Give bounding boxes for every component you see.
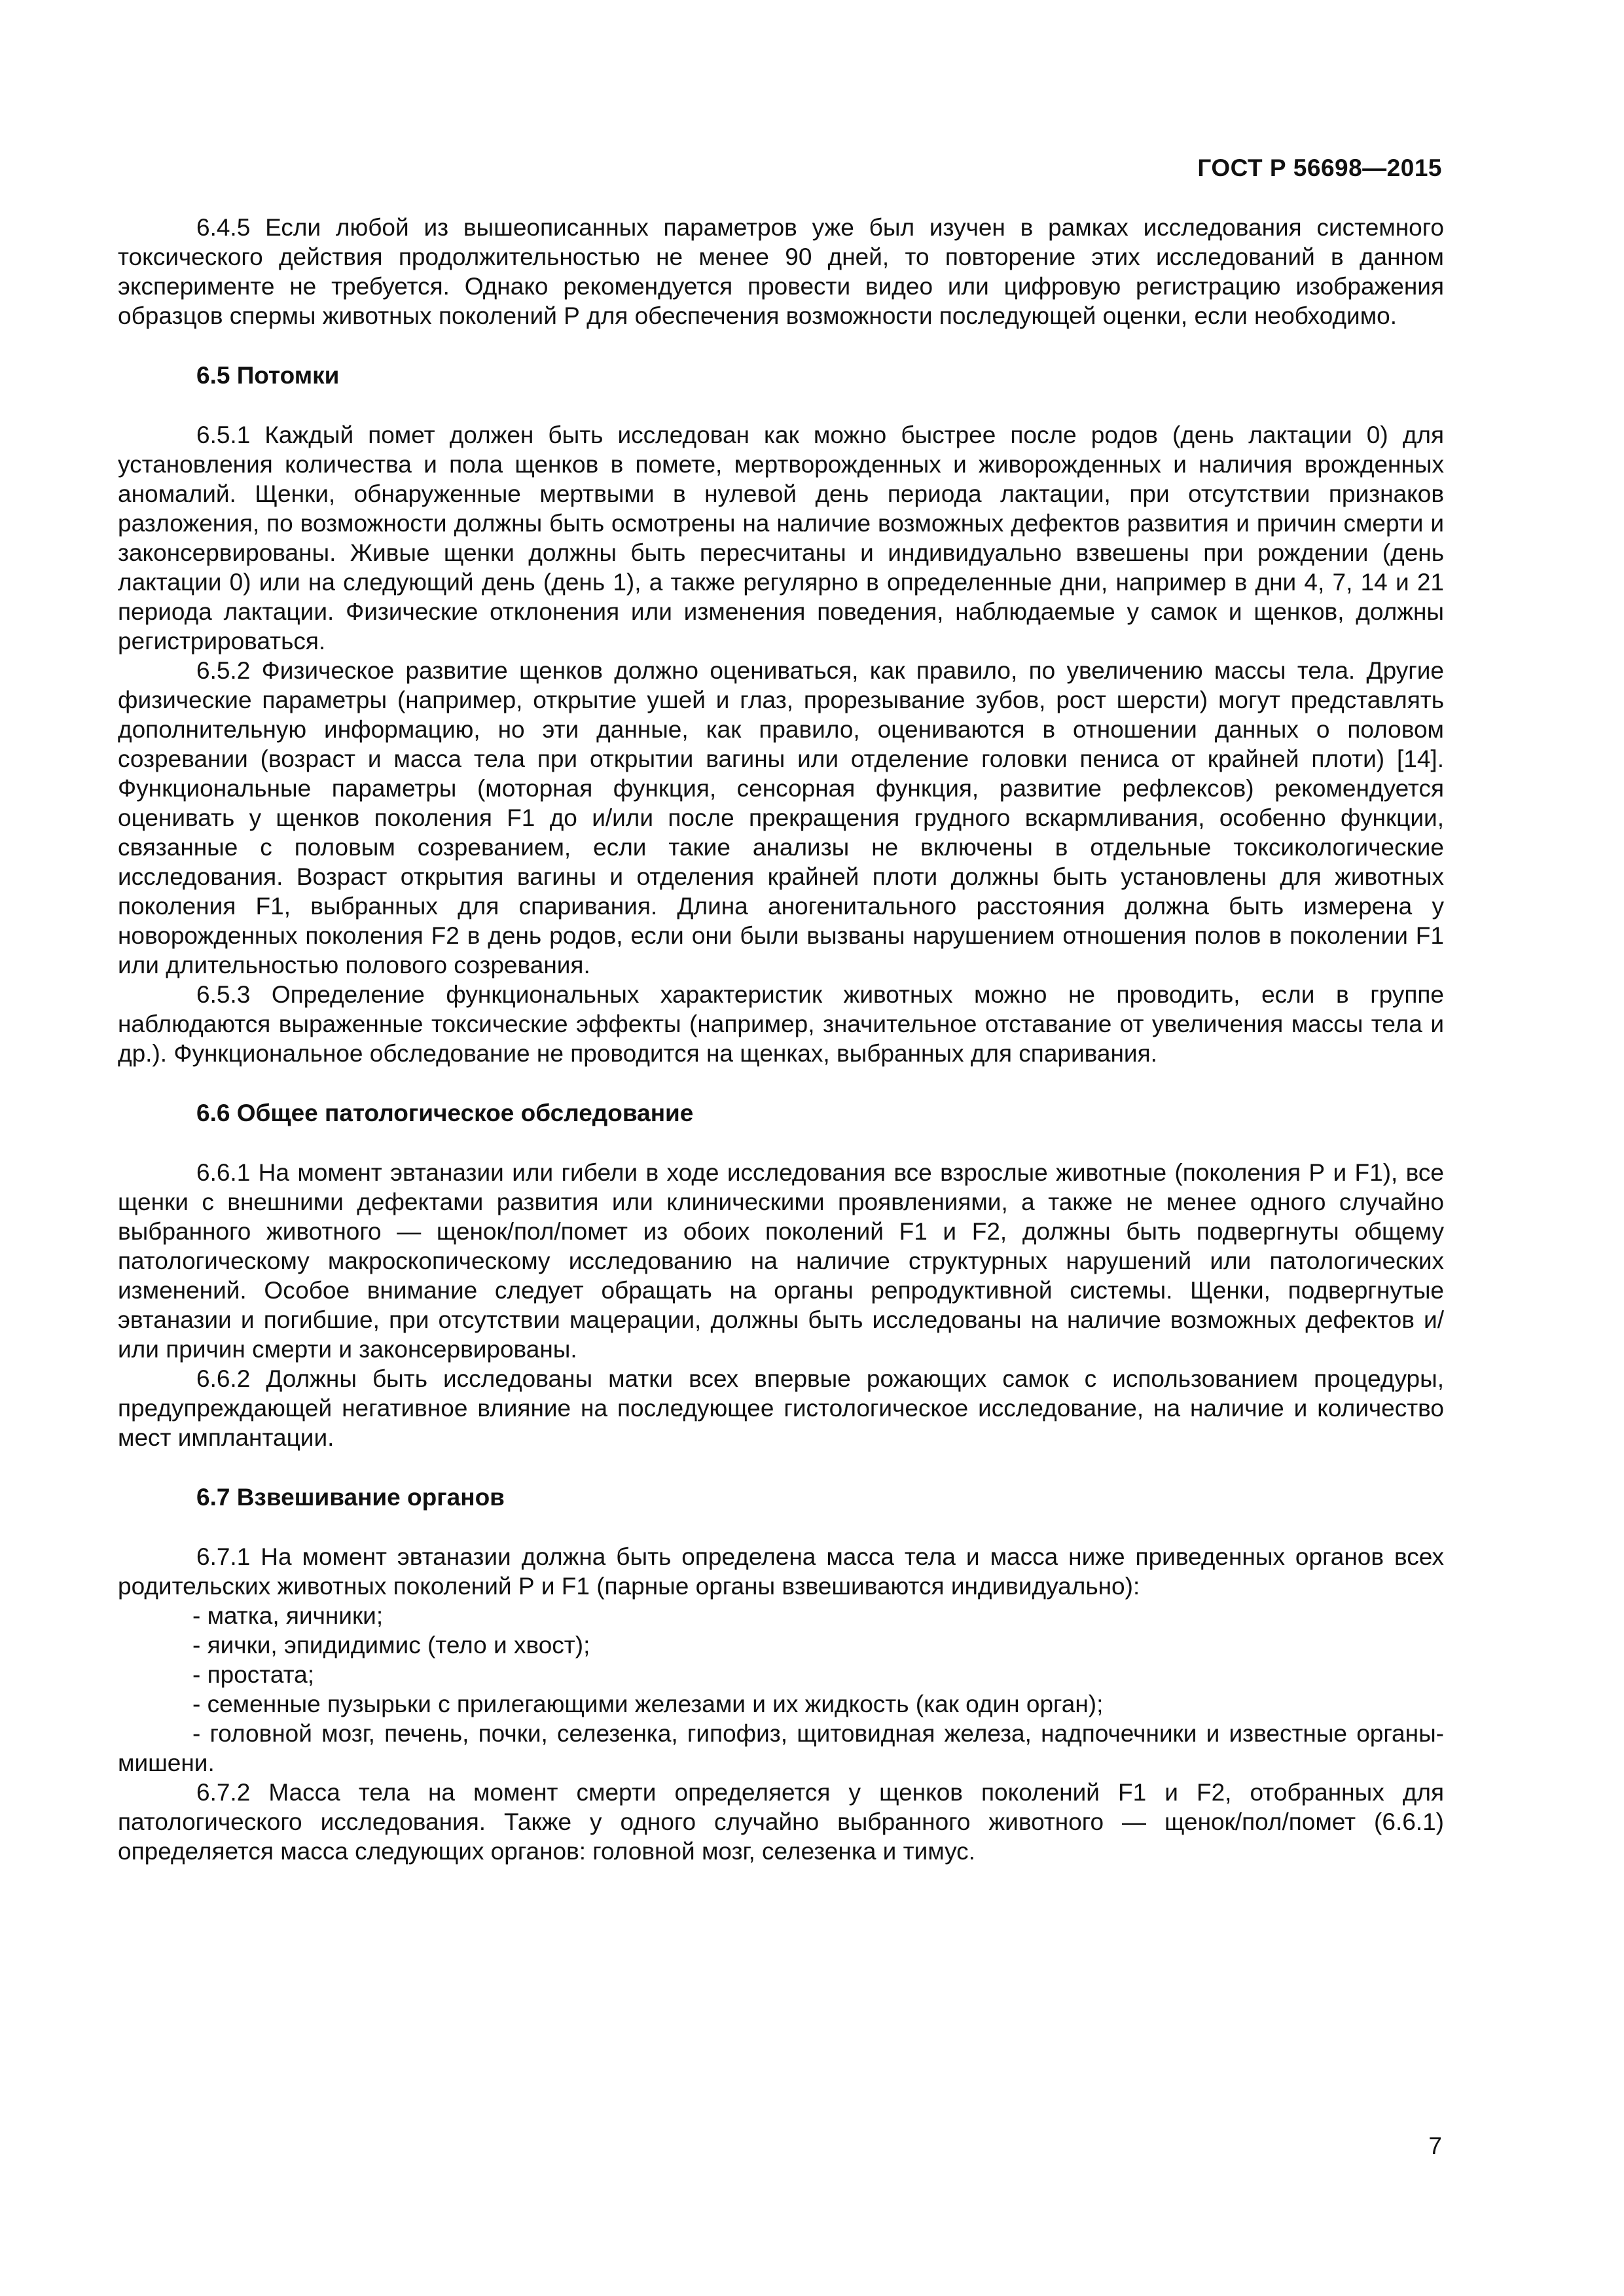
list-item: - яички, эпидидимис (тело и хвост); xyxy=(192,1632,590,1659)
paragraph-6-6-1: 6.6.1 На момент эвтаназии или гибели в ходе исследования все взрослые животные (поколения Р и F1), все щенки с внешними дефектами развития или клиническими проявлениями, а также не менее одного случайно выбранного животного — щенок/пол/помет из обоих поколений F1 и F2, должны быть подвергнуты общему патологическому макроскопическому исследованию на наличие структурных нарушений или патологических изменений. Особое внимание следует обращать на органы репродуктивной системы. Щенки, подвергнутые эвтаназии и погибшие, при отсутствии мацерации, должны быть исследованы на наличие возможных дефектов и/или причин смерти и законсервированы. xyxy=(118,1159,1444,1363)
list-item: - головной мозг, печень, почки, селезенка, гипофиз, щитовидная железа, надпочечники и известные органы-мишени. xyxy=(118,1720,1444,1776)
list-item: - матка, яичники; xyxy=(192,1602,384,1629)
document-body xyxy=(118,213,1444,1866)
paragraph-6-7-2: 6.7.2 Масса тела на момент смерти определяется у щенков поколений F1 и F2, отобранных для патологического исследования. Также у одного случайно выбранного животного — щенок/пол/помет (6.6.1) определяется масса следующих органов: головной мозг, селезенка и тимус. xyxy=(118,1779,1444,1865)
list-item: - простата; xyxy=(192,1661,314,1688)
section-heading-6-5: 6.5 Потомки xyxy=(196,362,340,389)
paragraph-6-4-5: 6.4.5 Если любой из вышеописанных параметров уже был изучен в рамках исследования системного токсического действия продолжительностью не менее 90 дней, то повторение этих исследований в данном эксперименте не требуется. Однако рекомендуется провести видео или цифровую регистрацию изображения образцов спермы животных поколений Р для обеспечения возможности последующей оценки, если необходимо. xyxy=(118,214,1444,329)
list-item: - семенные пузырьки с прилегающими железами и их жидкость (как один орган); xyxy=(192,1691,1104,1717)
paragraph-6-5-2: 6.5.2 Физическое развитие щенков должно оцениваться, как правило, по увеличению массы тела. Другие физические параметры (например, открытие ушей и глаз, прорезывание зубов, рост шерсти) могут представлять дополнительную информацию, но эти данные, как правило, оцениваются в отношении данных о половом созревании (возраст и масса тела при открытии вагины или отделение головки пениса от крайней плоти) [14]. Функциональные параметры (моторная функция, сенсорная функция, развитие рефлексов) рекомендуется оценивать у щенков поколения F1 до и/или после прекращения грудного вскармливания, особенно функции, связанные с половым созреванием, если такие анализы не включены в отдельные токсикологические исследования. Возраст открытия вагины и отделения крайней плоти должны быть установлены для животных поколения F1, выбранных для спаривания. Длина аногенитального расстояния должна быть измерена у новорожденных поколения F2 в день родов, если они были вызваны нарушением отношения полов в поколении F1 или длительностью полового созревания. xyxy=(118,657,1444,978)
page-number: 7 xyxy=(1428,2132,1442,2159)
paragraph-6-6-2: 6.6.2 Должны быть исследованы матки всех впервые рожающих самок с использованием процедуры, предупреждающей негативное влияние на последующее гистологическое исследование, на наличие и количество мест имплантации. xyxy=(118,1365,1444,1451)
document-header: ГОСТ Р 56698—2015 xyxy=(1197,154,1442,181)
paragraph-6-5-1: 6.5.1 Каждый помет должен быть исследован как можно быстрее после родов (день лактации 0) для установления количества и пола щенков в помете, мертворожденных и живорожденных и наличия врожденных аномалий. Щенки, обнаруженные мертвыми в нулевой день периода лактации, при отсутствии признаков разложения, по возможности должны быть осмотрены на наличие возможных дефектов развития и причин смерти и законсервированы. Живые щенки должны быть пересчитаны и индивидуально взвешены при рождении (день лактации 0) или на следующий день (день 1), а также регулярно в определенные дни, например в дни 4, 7, 14 и 21 периода лактации. Физические отклонения или изменения поведения, наблюдаемые у самок и щенков, должны регистрироваться. xyxy=(118,422,1444,655)
section-heading-6-6: 6.6 Общее патологическое обследование xyxy=(196,1100,694,1126)
paragraph-6-5-3: 6.5.3 Определение функциональных характеристик животных можно не проводить, если в группе наблюдаются выраженные токсические эффекты (например, значительное отставание от увеличения массы тела и др.). Функциональное обследование не проводится на щенках, выбранных для спаривания. xyxy=(118,981,1444,1067)
paragraph-6-7-1: 6.7.1 На момент эвтаназии должна быть определена масса тела и масса ниже приведенных органов всех родительских животных поколений Р и F1 (парные органы взвешиваются индивидуально): xyxy=(118,1543,1444,1600)
section-heading-6-7: 6.7 Взвешивание органов xyxy=(196,1484,505,1511)
